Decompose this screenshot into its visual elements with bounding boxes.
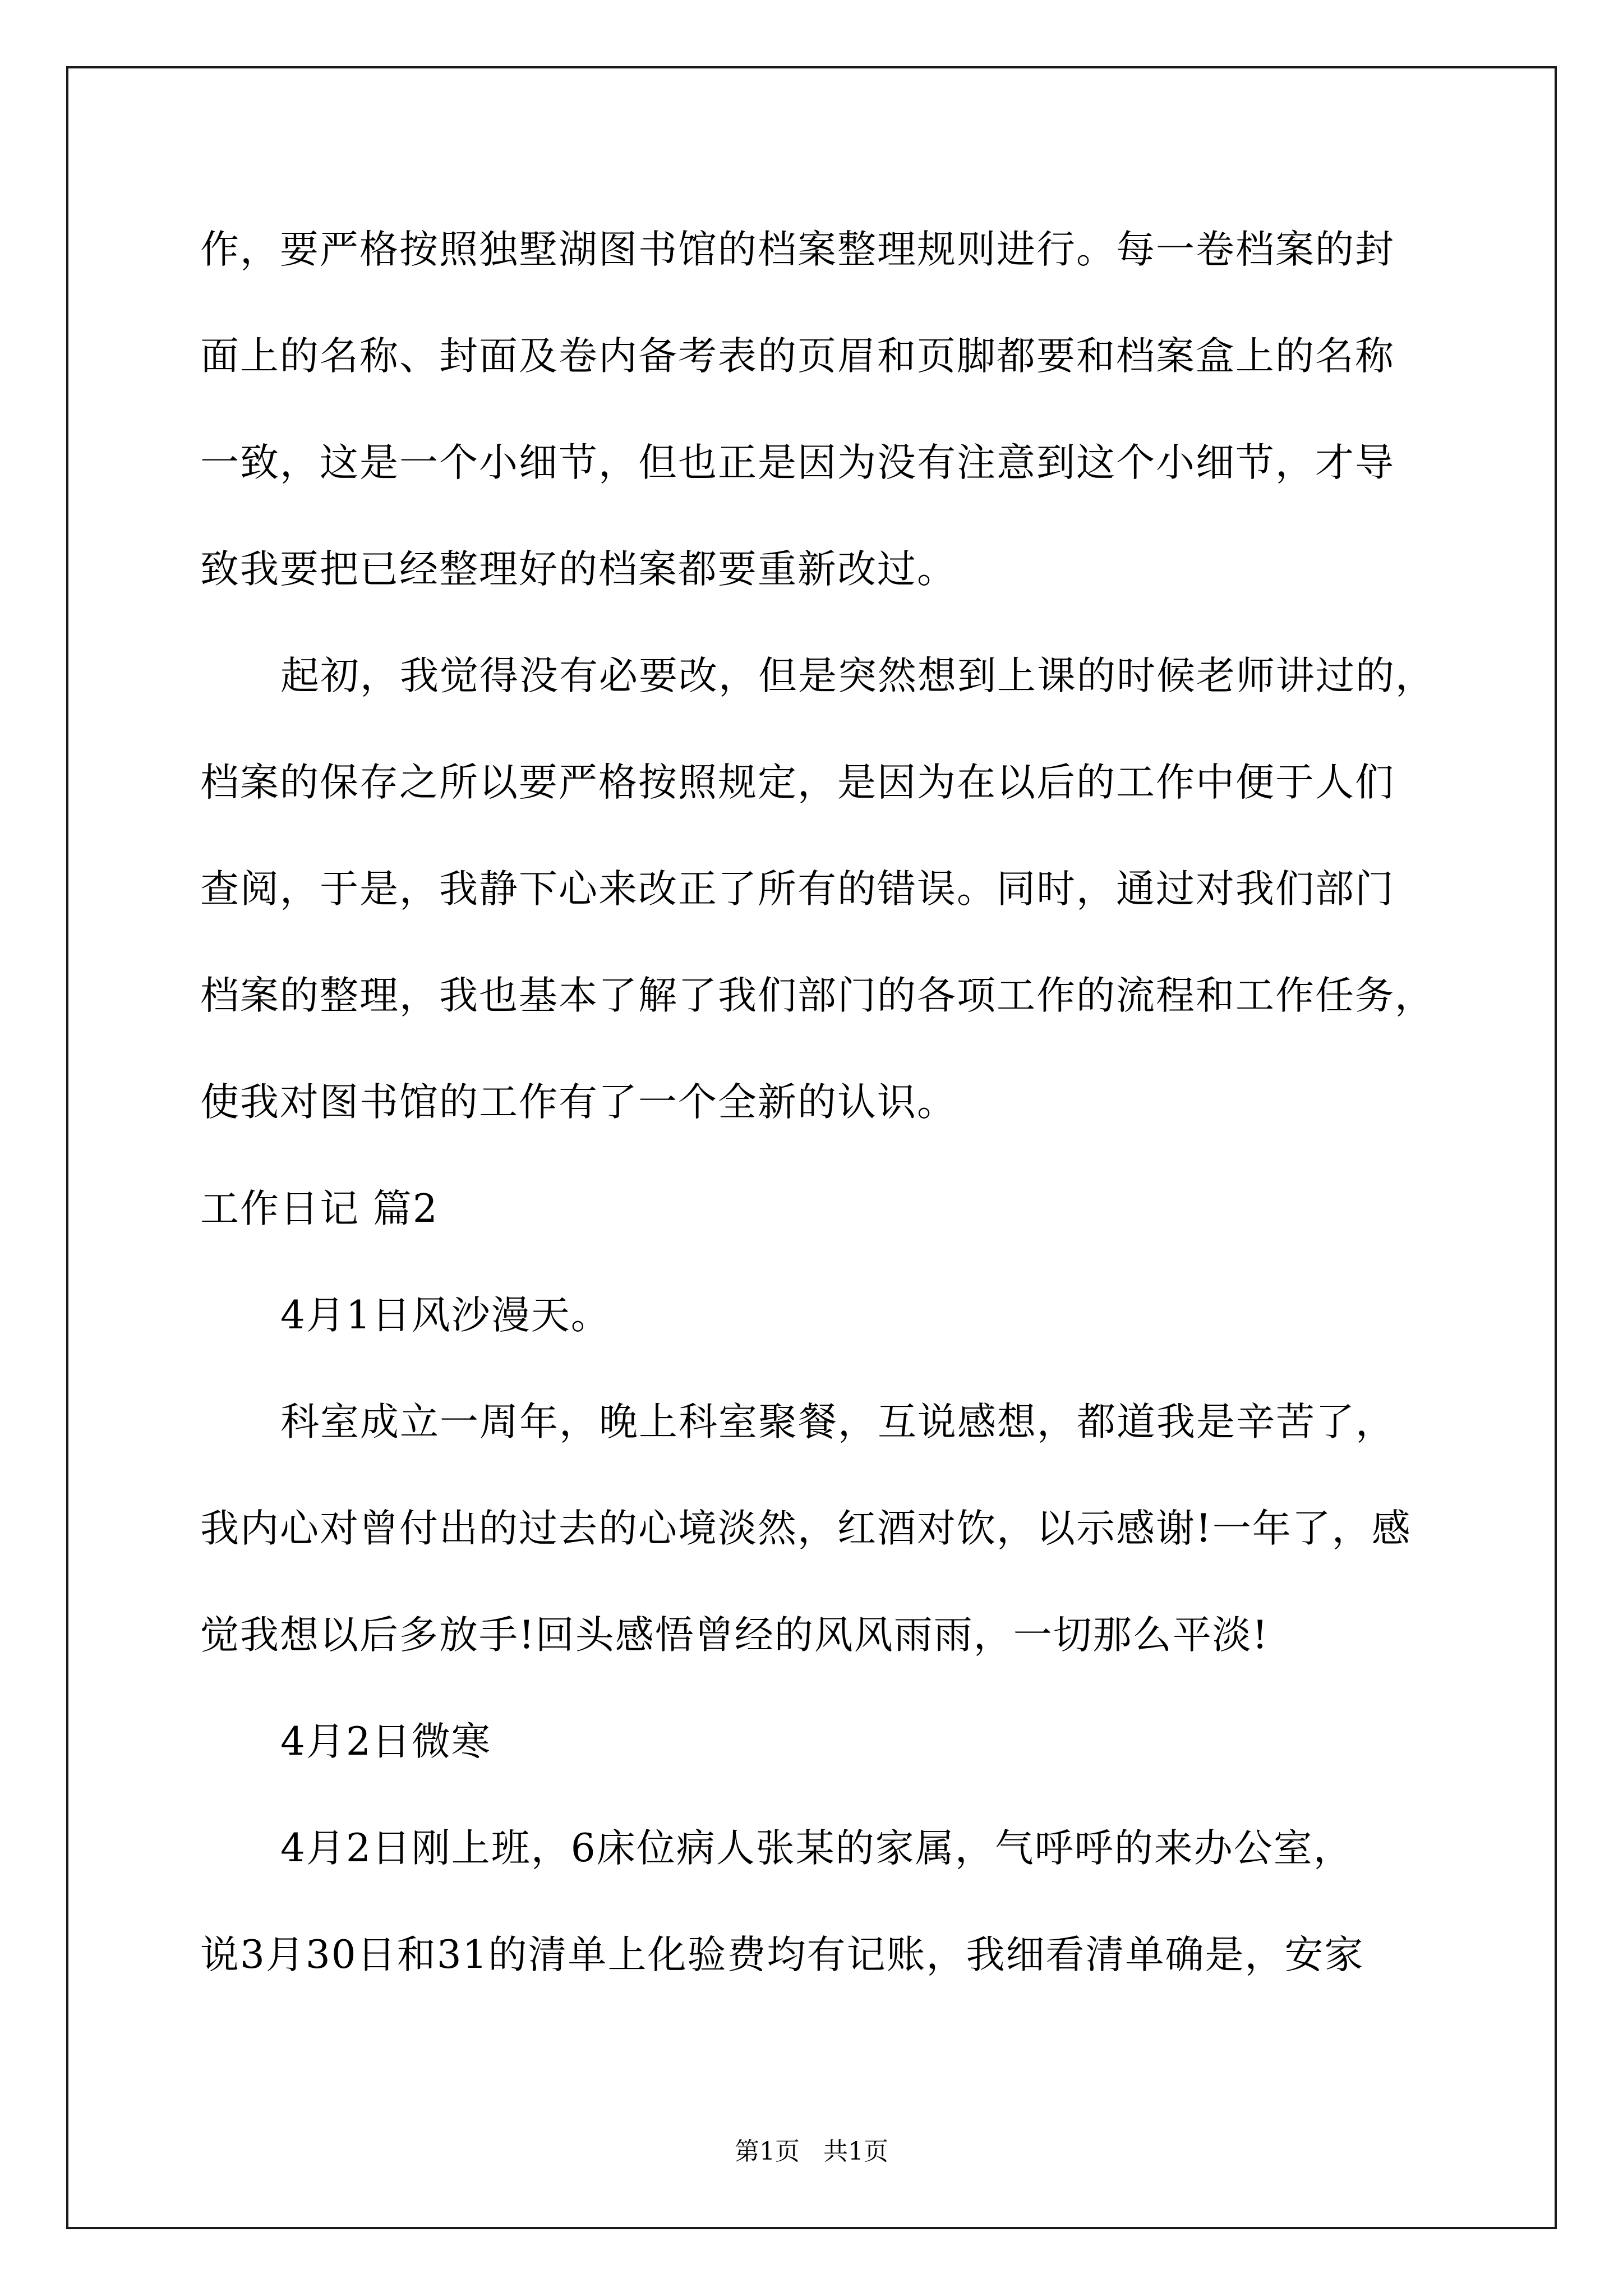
paragraph-line: 致我要把已经整理好的档案都要重新改过。: [200, 547, 957, 592]
page-footer: 第1页 共1页: [735, 2137, 888, 2166]
page-border: [66, 66, 1557, 2229]
paragraph-line: 说3月30日和31的清单上化验费均有记账，我细看清单确是，安家: [200, 1932, 1364, 1977]
paragraph-line: 使我对图书馆的工作有了一个全新的认识。: [200, 1080, 957, 1125]
paragraph-line: 4月2日刚上班，6床位病人张某的家属，气呼呼的来办公室，: [280, 1826, 1353, 1871]
paragraph-line: 档案的整理，我也基本了解了我们部门的各项工作的流程和工作任务，: [200, 973, 1435, 1018]
paragraph-line: 起初，我觉得没有必要改，但是突然想到上课的时候老师讲过的，: [280, 654, 1435, 698]
paragraph-line: 科室成立一周年，晚上科室聚餐，互说感想，都道我是辛苦了，: [280, 1400, 1395, 1444]
paragraph-line: 一致，这是一个小细节，但也正是因为没有注意到这个小细节，才导: [200, 440, 1395, 485]
paragraph-line: 我内心对曾付出的过去的心境淡然，红酒对饮，以示感谢!一年了，感: [200, 1506, 1412, 1551]
diary-date: 4月1日风沙漫天。: [280, 1293, 611, 1338]
diary-date: 4月2日微寒: [280, 1719, 491, 1764]
paragraph-line: 面上的名称、封面及卷内备考表的页眉和页脚都要和档案盒上的名称: [200, 334, 1395, 379]
paragraph-line: 作，要严格按照独墅湖图书馆的档案整理规则进行。每一卷档案的封: [200, 227, 1395, 272]
paragraph-line: 档案的保存之所以要严格按照规定，是因为在以后的工作中便于人们: [200, 760, 1395, 805]
section-heading: 工作日记 篇2: [200, 1186, 439, 1231]
paragraph-line: 查阅，于是，我静下心来改正了所有的错误。同时，通过对我们部门: [200, 867, 1395, 912]
paragraph-line: 觉我想以后多放手!回头感悟曾经的风风雨雨，一切那么平淡!: [200, 1613, 1269, 1658]
